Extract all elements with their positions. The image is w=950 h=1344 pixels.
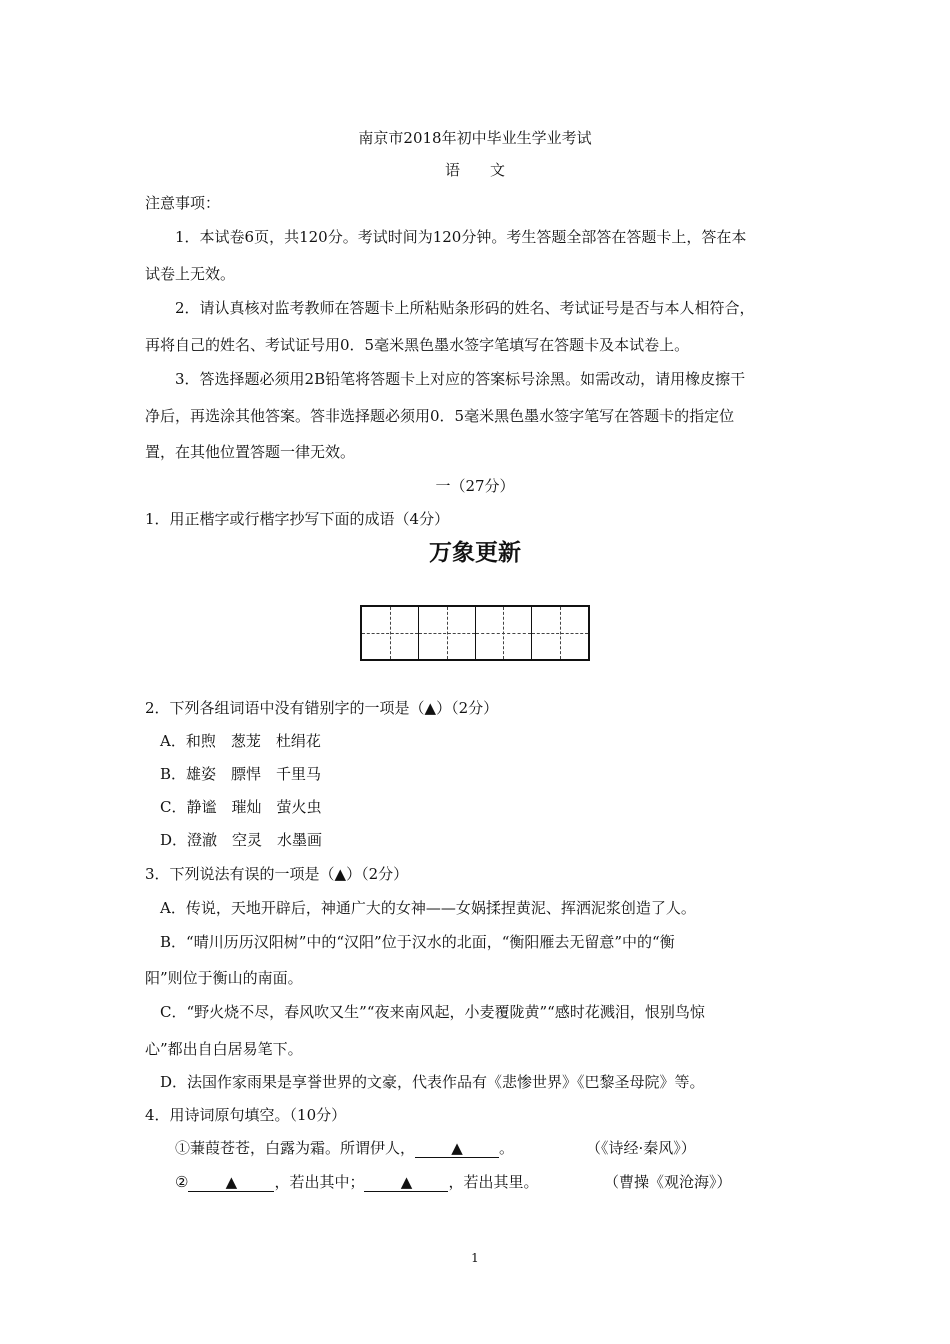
grid-cell [362, 607, 419, 659]
poem-text: ，若出其中； [274, 1173, 365, 1191]
option: C．静谧 璀灿 萤火虫 [160, 798, 322, 816]
question-3-prompt: 3．下列说法有误的一项是（▲）（2分） [145, 865, 409, 883]
grid-cell [476, 607, 533, 659]
poem-text: 。 [499, 1139, 515, 1157]
answer-blank: ▲ [415, 1139, 499, 1158]
question-4-prompt: 4．用诗词原句填空。（10分） [145, 1106, 347, 1124]
option: A．和煦 葱茏 杜绢花 [160, 732, 321, 750]
poem-text: ，若出其里。 [448, 1173, 539, 1191]
poem-line-2 [175, 1172, 538, 1192]
question-2-prompt: 2．下列各组词语中没有错别字的一项是（▲）（2分） [145, 699, 499, 717]
poem-text: ①蒹葭苍苍，白露为霜。所谓伊人， [175, 1139, 416, 1157]
poem-source: （曹操《观沧海》） [604, 1173, 732, 1191]
notice-line: 净后，再选涂其他答案。答非选择题必须用0．5毫米黑色墨水签字笔写在答题卡的指定位 [145, 407, 735, 425]
grid-cell [419, 607, 476, 659]
poem-source: （《诗经·秦风》） [586, 1139, 696, 1157]
grid-cell [532, 607, 588, 659]
poem-text: ② [175, 1173, 189, 1191]
notice-line: 3．答选择题必须用2B铅笔将答题卡上对应的答案标号涂黑。如需改动，请用橡皮擦干 [175, 370, 746, 388]
question-1-prompt: 1．用正楷字或行楷字抄写下面的成语（4分） [145, 510, 450, 528]
answer-blank: ▲ [364, 1173, 448, 1192]
idiom-text: 万象更新 [429, 540, 521, 566]
option: D．澄澈 空灵 水墨画 [160, 831, 323, 849]
q3-line: A．传说，天地开辟后，神通广大的女神——女娲揉捏黄泥、挥洒泥浆创造了人。 [160, 899, 696, 917]
q3-line: 阳”则位于衡山的南面。 [145, 969, 303, 987]
exam-title: 南京市2018年初中毕业生学业考试 [358, 129, 592, 147]
subject-title: 语 文 [444, 161, 505, 179]
q3-line: D．法国作家雨果是享誉世界的文豪，代表作品有《悲惨世界》《巴黎圣母院》等。 [160, 1073, 705, 1091]
option: B．雄姿 膘悍 千里马 [160, 765, 322, 783]
writing-grid [360, 605, 590, 661]
answer-blank: ▲ [188, 1173, 274, 1192]
section-label: 一（27分） [435, 477, 515, 495]
notice-line: 置，在其他位置答题一律无效。 [145, 443, 356, 461]
notice-line: 2．请认真核对监考教师在答题卡上所粘贴条形码的姓名、考试证号是否与本人相符合， [175, 299, 755, 317]
notice-heading: 注意事项： [145, 194, 221, 212]
q3-line: B．“晴川历历汉阳树”中的“汉阳”位于汉水的北面，“衡阳雁去无留意”中的“衡 [160, 933, 675, 951]
notice-line: 试卷上无效。 [145, 265, 236, 283]
q3-line: 心”都出自白居易笔下。 [145, 1040, 303, 1058]
notice-line: 1．本试卷6页，共120分。考试时间为120分钟。考生答题全部答在答题卡上，答在本 [175, 228, 747, 246]
q3-line: C．“野火烧不尽，春风吹又生”“夜来南风起，小麦覆陇黄”“感时花溅泪，恨别鸟惊 [160, 1003, 705, 1021]
notice-line: 再将自己的姓名、考试证号用0．5毫米黑色墨水签字笔填写在答题卡及本试卷上。 [145, 336, 690, 354]
poem-line-1 [175, 1138, 514, 1158]
page-number: 1 [471, 1251, 479, 1265]
